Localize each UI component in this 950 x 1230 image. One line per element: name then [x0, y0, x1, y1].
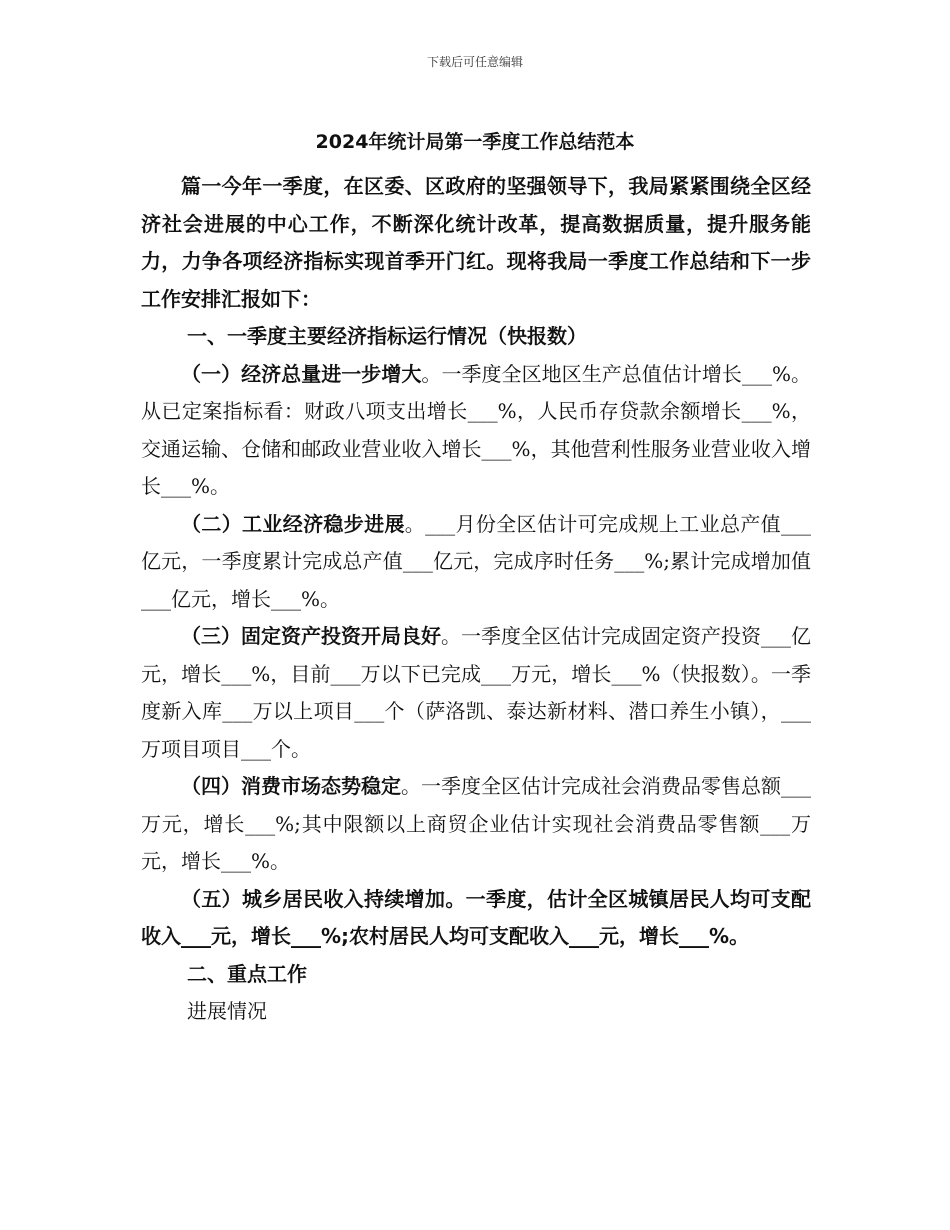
item-4-body: 。一季度全区估计完成社会消费品零售总额___万元，增长___%;其中限额以上商贸企业估计实现社会消费品零售额___万元，增长___%。 — [141, 774, 811, 873]
document-title: 2024年统计局第一季度工作总结范本 — [315, 131, 635, 153]
item-5-paragraph: （五）城乡居民收入持续增加。一季度，估计全区城镇居民人均可支配收入___元，增长___%;农村居民人均可支配收入___元，增长___%。 — [141, 886, 811, 948]
item-1-lead: （一）经济总量进一步增大 — [181, 361, 422, 386]
item-2-paragraph — [141, 506, 811, 619]
document-body — [141, 168, 811, 1031]
item-2-body: 。___月份全区估计可完成规上工业总产值___亿元，一季度累计完成总产值___亿元，完成序时任务___%;累计完成增加值___亿元，增长___%。 — [141, 511, 812, 611]
progress-label: 进展情况 — [187, 999, 267, 1023]
page-header: 下载后可任意编辑 — [426, 55, 523, 69]
item-3-paragraph — [141, 618, 811, 768]
item-4-paragraph — [141, 768, 811, 881]
item-4-lead: （四）消费市场态势稳定 — [181, 774, 401, 798]
section-1-heading: 一、一季度主要经济指标运行情况（快报数） — [187, 324, 587, 348]
intro-paragraph: 篇一今年一季度，在区委、区政府的坚强领导下，我局紧紧围绕全区经济社会进展的中心工作，不断深化统计改革，提高数据质量，提升服务能力，力争各项经济指标实现首季开门红。现将我局一季度工作总结和下一步工作安排汇报如下： — [141, 174, 811, 311]
section-2-heading: 二、重点工作 — [187, 961, 307, 986]
item-3-lead: （三）固定资产投资开局良好 — [181, 624, 441, 648]
item-2-lead: （二）工业经济稳步进展 — [181, 511, 405, 536]
item-1-paragraph — [141, 356, 811, 506]
item-1-body: 。一季度全区地区生产总值估计增长___%。从已定案指标看：财政八项支出增长___%，人民币存贷款余额增长___%，交通运输、仓储和邮政业营业收入增长___%，其他营利性服务业营业收入增长___%。 — [141, 361, 812, 498]
item-3-body: 。一季度全区估计完成固定资产投资___亿元，增长___%，目前___万以下已完成___万元，增长___%（快报数）。一季度新入库___万以上项目___个（萨洛凯、泰达新材料、潜口养生小镇），___万项目项目___个。 — [141, 624, 811, 761]
